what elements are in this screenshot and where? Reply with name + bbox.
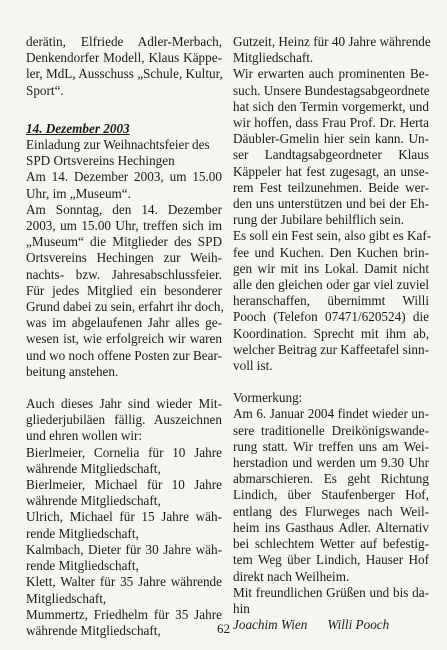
- text-line: Am 14. Dezember 2003, um 15.00: [26, 169, 222, 185]
- text-line: tem Weg über Lindich, Hauser Hof: [233, 552, 429, 568]
- text-line: alle den gleichen oder gar viel zuviel: [233, 277, 429, 293]
- text-line: SPD Ortsvereins Hechingen: [26, 153, 175, 169]
- text-line: Mitgliedschaft,: [26, 590, 107, 606]
- text-line: fee und Kuchen. Den Kuchen brin-: [233, 244, 429, 260]
- text-line: ler, MdL, Ausschuss „Schule, Kultur,: [26, 66, 223, 82]
- text-line: Denkendorfer Modell, Klaus Käppe-: [26, 50, 222, 66]
- text-line: was im abgelaufenen Jahr alles ge-: [26, 315, 222, 331]
- text-line: entlang des Flurweges nach Weil-: [233, 503, 429, 519]
- text-line: Koordination. Sprecht mit ihm ab,: [233, 325, 429, 341]
- text-line: sere traditionelle Dreikönigswande-: [233, 422, 429, 438]
- event-details-paragraph: [233, 34, 432, 374]
- text-line: und ehren wollen wir:: [26, 428, 143, 444]
- text-line: derätin, Elfriede Adler-Merbach,: [26, 34, 222, 49]
- text-line: such. Unsere Bundestagsabgeordnete: [233, 82, 430, 98]
- text-line: Lindich, über Staufenberger Hof,: [233, 487, 429, 503]
- text-line: Mitgliedschaft.: [233, 50, 314, 66]
- intro-paragraph: [26, 34, 222, 99]
- jubilee-paragraph: [26, 396, 222, 639]
- notice-label: Vormerkung:: [233, 390, 303, 406]
- text-line: hin: [233, 600, 250, 616]
- signature-willi-pooch: Willi Pooch: [327, 617, 390, 633]
- text-line: Pooch (Telefon 07471/620524) die: [233, 309, 429, 325]
- text-line: Gutzeit, Heinz für 40 Jahre währende: [233, 34, 431, 49]
- text-line: währende Mitgliedschaft,: [26, 493, 161, 509]
- text-line: Am Sonntag, den 14. Dezember: [26, 201, 222, 217]
- text-line: Käppeler hat fest zugesagt, an unse-: [233, 163, 429, 179]
- text-line: nachts- bzw. Jahresabschlussfeier.: [26, 266, 222, 282]
- text-line: „Museum“ die Mitglieder des SPD: [26, 234, 222, 250]
- text-line: welcher Beitrag zur Kaffeetafel sinn-: [233, 341, 430, 357]
- text-line: direkt nach Weilheim.: [233, 568, 350, 584]
- text-line: den uns unterstützen und bei der Eh-: [233, 196, 429, 212]
- text-line: Klett, Walter für 35 Jahre währende: [26, 574, 222, 590]
- text-line: rende Mitgliedschaft,: [26, 558, 139, 574]
- text-line: 2003, um 15.00 Uhr, treffen sich im: [26, 218, 222, 234]
- event-paragraph: [26, 137, 222, 380]
- text-line: Uhr, im „Museum“.: [26, 185, 131, 201]
- text-line: gen wir mit ins Lokal. Damit nicht: [233, 260, 429, 276]
- text-line: Wir erwarten auch prominenten Be-: [233, 66, 429, 82]
- text-line: heranschaffen, übernimmt Willi: [233, 293, 429, 309]
- text-line: Mummertz, Friedhelm für 35 Jahre: [26, 606, 222, 622]
- text-line: Ortsvereins Hechingen zur Weih-: [26, 250, 222, 266]
- text-line: währende Mitgliedschaft,: [26, 460, 161, 476]
- text-line: Bierlmeier, Michael für 10 Jahre: [26, 477, 222, 493]
- section-heading: 14. Dezember 2003: [26, 120, 130, 136]
- text-line: Einladung zur Weihnachtsfeier des: [26, 137, 210, 153]
- text-line: Mit freundlichen Grüßen und bis da-: [233, 584, 429, 600]
- right-column: [233, 34, 432, 633]
- text-line: abmarschieren. Es geht Richtung: [233, 471, 429, 487]
- text-line: rende Mitgliedschaft,: [26, 525, 139, 541]
- text-line: hat sich den Termin vorgemerkt, und: [233, 98, 429, 114]
- page-number: 62: [217, 621, 230, 636]
- text-line: heim ins Gasthaus Adler. Alternativ: [233, 519, 429, 535]
- text-line: Kalmbach, Dieter für 30 Jahre wäh-: [26, 541, 222, 557]
- text-line: Ulrich, Michael für 15 Jahre wäh-: [26, 509, 222, 525]
- text-line: voll ist.: [233, 358, 273, 374]
- text-line: Bierlmeier, Cornelia für 10 Jahre: [26, 444, 222, 460]
- text-line: herstadion und werden um 9.30 Uhr: [233, 455, 429, 471]
- text-line: währende Mitgliedschaft,: [26, 622, 161, 638]
- text-line: rung statt. Wir treffen uns am Wei-: [233, 438, 429, 454]
- text-line: rem Fest teilzunehmen. Beide wer-: [233, 179, 429, 195]
- text-line: Es soll ein Fest sein, also gibt es Kaf-: [233, 228, 432, 244]
- left-column: [26, 34, 222, 639]
- text-line: Sport“.: [26, 82, 64, 98]
- text-line: Grund dabei zu sein, erfahrt ihr doch,: [26, 299, 224, 315]
- text-line: Däubler-Gmelin hier sein kann. Un-: [233, 131, 429, 147]
- text-line: bei schlechtem Wetter auf befestig-: [233, 536, 429, 552]
- text-line: rung der Jubilare behilflich sein.: [233, 212, 405, 228]
- text-line: wesen ist, wie erfolgreich wir waren: [26, 331, 222, 347]
- notice-paragraph: [233, 390, 429, 617]
- text-line: beitung anstehen.: [26, 363, 119, 379]
- text-line: Am 6. Januar 2004 findet wieder un-: [233, 406, 429, 422]
- text-line: Für jedes Mitglied ein besonderer: [26, 282, 222, 298]
- text-line: und wo noch offene Posten zur Bear-: [26, 347, 222, 363]
- text-line: Auch dieses Jahr sind wieder Mit-: [26, 396, 222, 412]
- text-line: wir hoffen, dass Frau Prof. Dr. Herta: [233, 115, 429, 131]
- signature-joachim-wien: Joachim Wien: [233, 617, 308, 633]
- text-line: ser Landtagsabgeordneter Klaus: [233, 147, 429, 163]
- text-line: gliederjubiläen fällig. Auszeichnen: [26, 412, 222, 428]
